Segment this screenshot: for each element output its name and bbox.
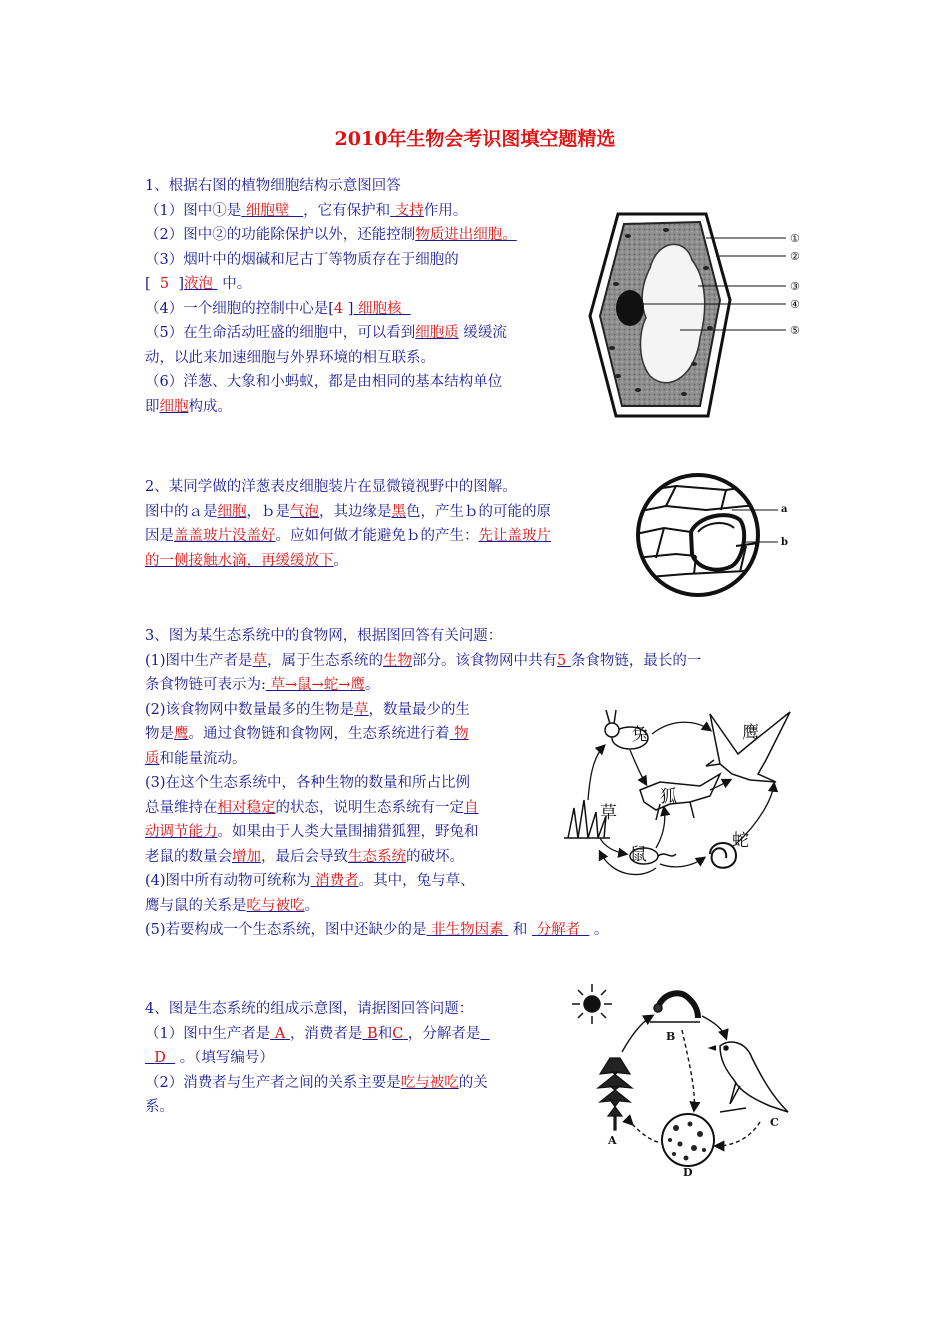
caterpillar-icon [650, 993, 700, 1022]
answer-blank: 草 [354, 701, 369, 718]
eagle-label: 鹰 [742, 723, 759, 743]
answer-blank [480, 1026, 489, 1042]
answer-blank: D [154, 1050, 166, 1066]
question-3-line: (1)图中生产者是草，属于生态系统的生物部分。该食物网中共有5 条食物链，最长的一 [145, 652, 702, 669]
answer-blank: 生态系统 [348, 848, 406, 865]
mouse-label: 鼠 [630, 845, 647, 865]
question-1-line: [ 5 ]液泡 中。 [145, 276, 252, 292]
answer-blank: 动调节能力 [145, 824, 218, 840]
answer-blank: A [274, 1025, 286, 1042]
answer-blank: 吃与被吃 [400, 1074, 459, 1091]
question-1-line: （3）烟叶中的烟碱和尼古丁等物质存在于细胞的 [145, 251, 459, 268]
question-1 [145, 174, 517, 419]
answer-blank: 物 [454, 726, 469, 742]
plant-leaf-icon [598, 1058, 632, 1130]
question-1-line: （6）洋葱、大象和小蚂蚁，都是由相同的基本结构单位 [145, 374, 503, 390]
answer-blank: 5 [557, 652, 567, 669]
question-2-line: 2、某同学做的洋葱表皮细胞装片在显微镜视野中的图解。 [145, 479, 517, 495]
decomposer-icon [662, 1114, 714, 1166]
answer-blank: 黑 [391, 503, 406, 520]
answer-blank: 细胞壁 [245, 202, 290, 219]
onion-label-a: a [781, 504, 788, 515]
answer-blank: B [367, 1025, 378, 1042]
question-2-line: 的一侧接触水滴，再缓缓放下。 [145, 552, 348, 569]
question-4-line: 系。 [145, 1099, 174, 1115]
ecosystem-figure [570, 982, 810, 1178]
onion-cell-figure [636, 470, 796, 600]
question-1-intro: 1、根据右图的植物细胞结构示意图回答 [145, 178, 401, 194]
question-3-line: 条食物链可表示为: 草→鼠→蛇→鹰。 [145, 677, 380, 693]
answer-blank: 细胞 [159, 398, 189, 415]
question-4-line: 4、图是生态系统的组成示意图，请据图回答问题： [145, 1001, 474, 1017]
answer-blank: 细胞质 [415, 325, 459, 341]
answer-blank: 质 [145, 750, 160, 767]
answer-blank: 自 [464, 799, 479, 816]
fox-label: 狐 [660, 787, 677, 807]
question-3-line: (4)图中所有动物可统称为 消费者。其中，兔与草、 [145, 873, 475, 889]
answer-blank: 的一侧接触水滴，再缓缓放下 [145, 552, 334, 569]
question-2-line: 因是盖盖玻片没盖好。应如何做才能避免ｂ的产生：先让盖玻片 [145, 528, 551, 544]
question-3-line: (5)若要构成一个生态系统，图中还缺少的是 非生物因素 和 分解者 。 [145, 922, 609, 938]
answer-blank: 鹰 [174, 726, 189, 742]
question-1-line: （5）在生命活动旺盛的细胞中，可以看到细胞质 缓缓流 [145, 325, 507, 341]
label-B: B [666, 1030, 676, 1043]
answer-blank: 分解者 [536, 922, 581, 938]
question-4-line: （1）图中生产者是 A ，消费者是 B和C ，分解者是 [145, 1022, 490, 1047]
answer-blank: 草→鼠→蛇→鹰 [270, 677, 365, 693]
answer-blank: 相对稳定 [217, 799, 276, 816]
fox-icon [640, 774, 720, 820]
cell-label-4: ④ [790, 298, 800, 311]
question-3-line: 鹰与鼠的关系是吃与被吃。 [145, 897, 319, 914]
answer-blank: 4 [333, 300, 344, 317]
question-1-line: （4）一个细胞的控制中心是[4 ] 细胞核 [145, 297, 517, 322]
question-3-line: (3)在这个生态系统中，各种生物的数量和所占比例 [145, 775, 471, 791]
answer-blank: 盖盖玻片没盖好 [174, 528, 276, 544]
label-C: C [770, 1116, 779, 1129]
sun-icon [572, 984, 612, 1024]
plant-cell-figure [588, 208, 828, 426]
snake-label: 蛇 [732, 831, 749, 851]
answer-blank: 生物 [383, 652, 413, 669]
question-1-line: （2）图中②的功能除保护以外，还能控制物质进出细胞。 [145, 227, 517, 243]
answer-blank: 5 [159, 276, 170, 292]
grass-label: 草 [600, 803, 617, 823]
question-3-line: 总量维持在相对稳定的状态，说明生态系统有一定自 [145, 799, 479, 816]
onion-label-b: b [781, 537, 788, 548]
answer-blank: 支持 [394, 202, 424, 219]
cell-label-3: ③ [790, 280, 800, 293]
answer-blank: 细胞核 [358, 300, 402, 317]
answer-blank: C [392, 1025, 404, 1042]
answer-blank: 增加 [232, 848, 261, 865]
question-1-line: 即细胞构成。 [145, 398, 232, 415]
bird-icon [710, 1042, 788, 1112]
answer-blank: 吃与被吃 [246, 897, 305, 914]
question-3-line: 质和能量流动。 [145, 750, 247, 767]
question-3-line: (2)该食物网中数量最多的生物是草，数量最少的生 [145, 701, 471, 718]
answer-blank: 细胞 [217, 503, 247, 520]
label-D: D [683, 1166, 693, 1178]
question-1-line: 动，以此来加速细胞与外界环境的相互联系。 [145, 349, 435, 366]
answer-blank: 非生物因素 [431, 922, 504, 938]
cell-label-1: ① [790, 232, 800, 245]
answer-blank: 消费者 [315, 873, 359, 889]
question-2 [145, 475, 551, 573]
page-title: 2010年生物会考识图填空题精选 [334, 128, 616, 150]
rabbit-label: 兔 [632, 725, 649, 745]
answer-blank: 液泡 [184, 276, 214, 292]
question-3-line: 动调节能力。如果由于人类大量围捕猎狐狸，野兔和 [145, 824, 479, 840]
question-3-line: 3、图为某生态系统中的食物网，根据图回答有关问题： [145, 628, 503, 644]
question-4-line: （2）消费者与生产者之间的关系主要是吃与被吃的关 [145, 1074, 488, 1091]
cell-label-5: ⑤ [790, 324, 800, 337]
question-3-line: 物是鹰。通过食物链和食物网，生态系统进行着 物 [145, 726, 469, 742]
question-4 [145, 997, 490, 1120]
answer-blank: 气泡 [290, 503, 319, 520]
answer-blank: 先让盖玻片 [478, 528, 551, 544]
question-4-line: D 。（填写编号） [145, 1046, 490, 1071]
question-1-line: （1）图中①是 细胞壁 ，它有保护和 支持作用。 [145, 202, 468, 219]
question-3-line: 老鼠的数量会增加，最后会导致生态系统的破坏。 [145, 848, 464, 865]
food-web-figure [560, 704, 805, 894]
label-A: A [608, 1134, 617, 1147]
answer-blank: 物质进出细胞。 [415, 227, 517, 243]
answer-blank: 草 [252, 652, 268, 669]
cell-label-2: ② [790, 250, 800, 263]
question-2-line: 图中的ａ是细胞，ｂ是气泡，其边缘是黑色，产生ｂ的可能的原 [145, 503, 551, 520]
